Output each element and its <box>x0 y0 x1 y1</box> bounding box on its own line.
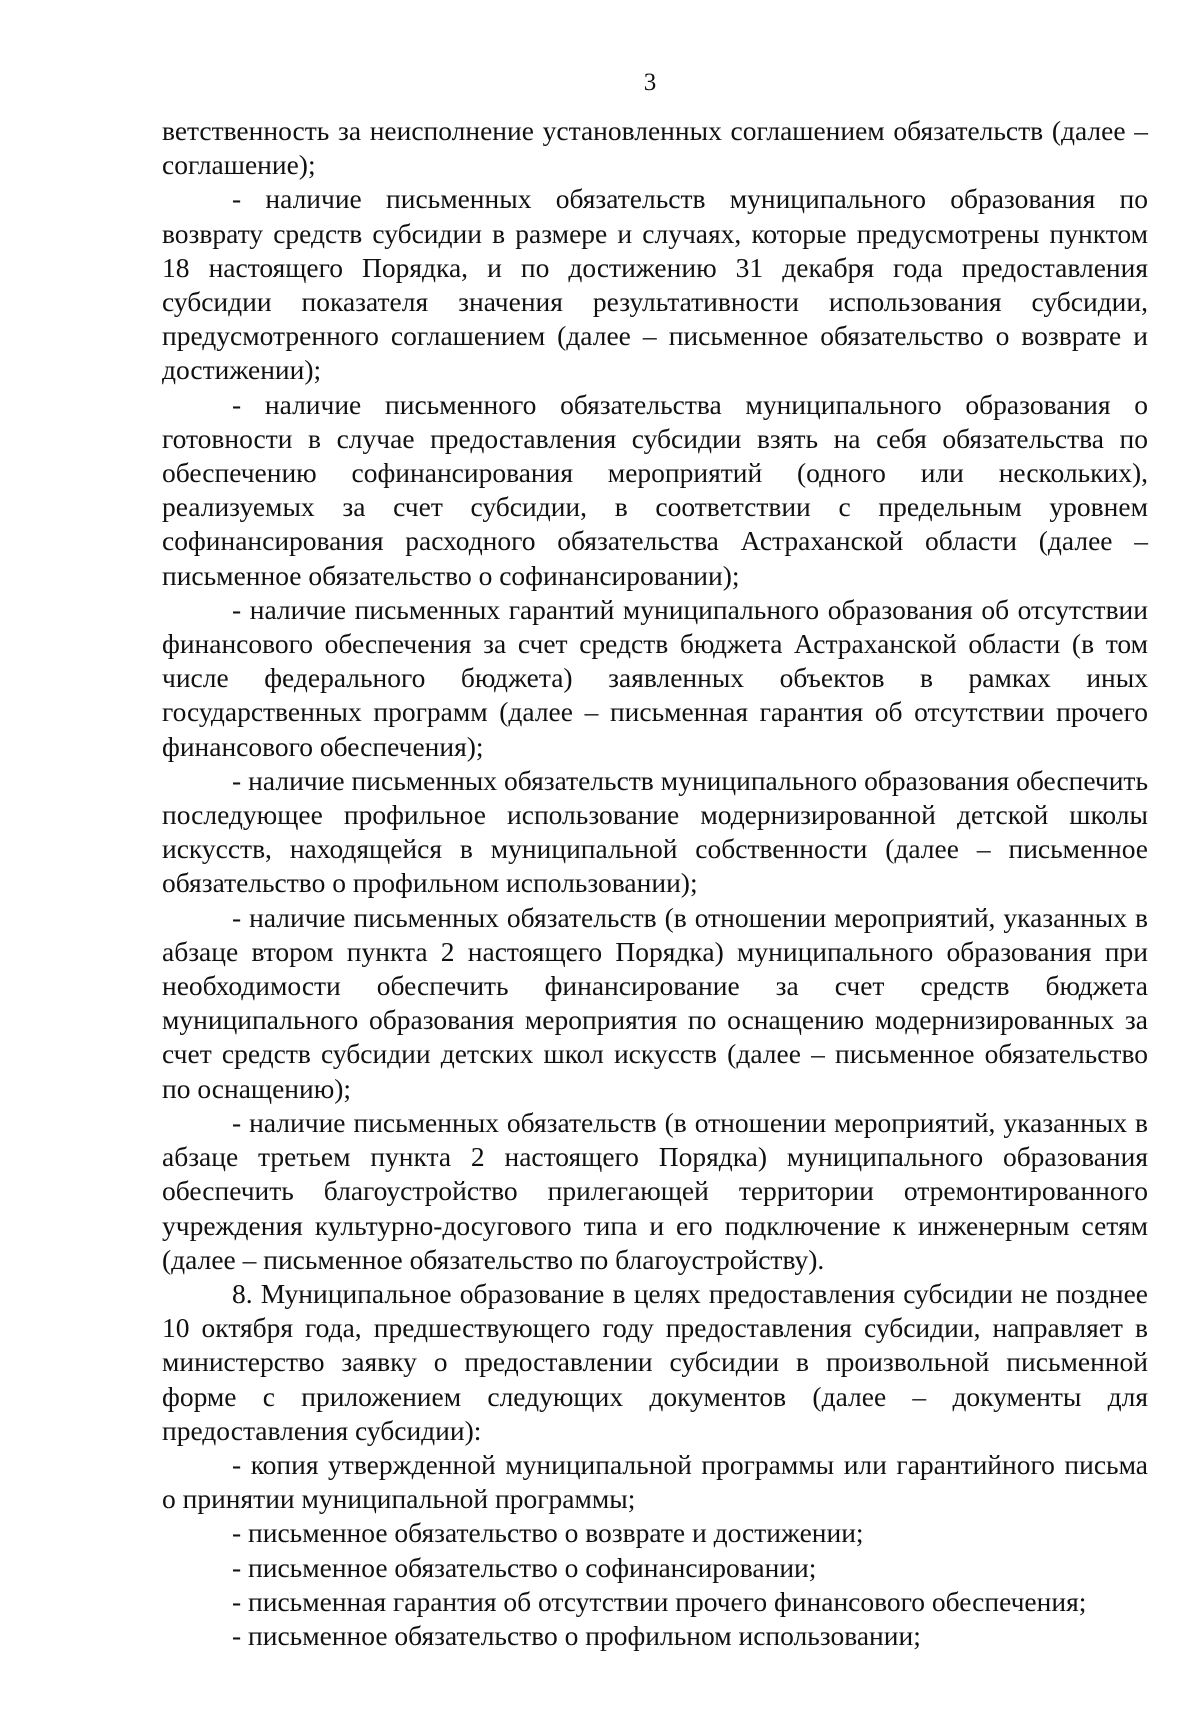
page-number: 3 <box>643 69 657 96</box>
list-item-no-other-funding-guarantee: - письменная гарантия об отсутствии прочего финансового обеспечения; <box>232 1585 1087 1617</box>
paragraph-continuation: ветственность за неисполнение установленных соглашением обязательств (далее – соглашение); <box>162 115 1148 181</box>
paragraph-guarantee-no-other-funding: - наличие письменных гарантий муниципального образования об отсутствии финансового обеспечения за счет средств бюджета Астраханской области (в том числе федерального бюджета) заявленных объектов в рамках иных государственных программ (далее – письменная гарантия об отсутствии прочего финансового обеспечения); <box>162 593 1148 762</box>
list-item-profile-use-obligation: - письменное обязательство о профильном использовании; <box>232 1619 921 1651</box>
paragraph-obligation-equipment: - наличие письменных обязательств (в отношении мероприятий, указанных в абзаце втором пункта 2 настоящего Порядка) муниципального образования при необходимости обеспечить финансирование за счет средств бюджета муниципального образования мероприятия по оснащению модернизированных за счет средств субсидии детских школ искусств (далее – письменное обязательство по оснащению); <box>162 901 1148 1104</box>
document-body <box>162 114 1148 1653</box>
paragraph-obligation-profile-use: - наличие письменных обязательств муниципального образования обеспечить последующее профильное использование модернизированной детской школы искусств, находящейся в муниципальной собственности (далее – письменное обязательство о профильном использовании); <box>162 764 1148 899</box>
paragraph-obligation-improvement: - наличие письменных обязательств (в отношении мероприятий, указанных в абзаце третьем пункта 2 настоящего Порядка) муниципального образования обеспечить благоустройство прилегающей территории отремонтированного учреждения культурно-досугового типа и его подключение к инженерным сетям (далее – письменное обязательство по благоустройству). <box>162 1106 1148 1275</box>
list-item-program-copy: - копия утвержденной муниципальной программы или гарантийного письма о принятии муниципальной программы; <box>162 1448 1148 1515</box>
list-item-return-obligation: - письменное обязательство о возврате и достижении; <box>232 1517 864 1549</box>
paragraph-item-8: 8. Муниципальное образование в целях предоставления субсидии не позднее 10 октября года, предшествующего году предоставления субсидии, направляет в министерство заявку о предоставлении субсидии в произвольной письменной форме с приложением следующих документов (далее – документы для предоставления субсидии): <box>162 1277 1148 1446</box>
paragraph-obligation-return: - наличие письменных обязательств муниципального образования по возврату средств субсидии в размере и случаях, которые предусмотрены пунктом 18 настоящего Порядка, и по достижению 31 декабря года предоставления субсидии показателя значения результативности использования субсидии, предусмотренного соглашением (далее – письменное обязательство о возврате и достижении); <box>162 183 1148 386</box>
list-item-cofinancing-obligation: - письменное обязательство о софинансировании; <box>232 1551 817 1583</box>
paragraph-obligation-cofinancing: - наличие письменного обязательства муниципального образования о готовности в случае предоставления субсидии взять на себя обязательства по обеспечению софинансирования мероприятий (одного или нескольких), реализуемых за счет субсидии, в соответствии с предельным уровнем софинансирования расходного обязательства Астраханской области (далее – письменное обязательство о софинансировании); <box>162 388 1148 591</box>
